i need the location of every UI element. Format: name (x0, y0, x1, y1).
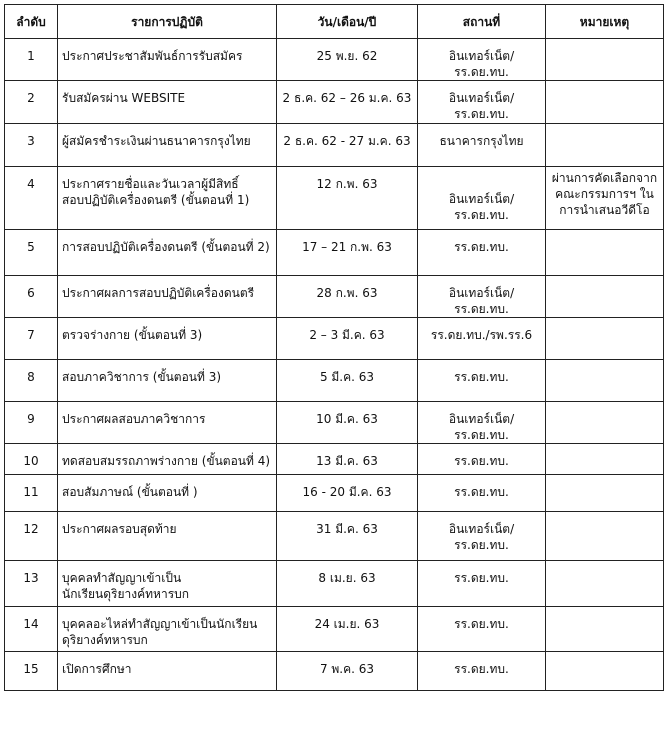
cell-note (546, 444, 664, 475)
cell-note (546, 475, 664, 512)
cell-task: ประกาศประชาสัมพันธ์การรับสมัคร (58, 39, 277, 81)
cell-place: อินเทอร์เน็ต/รร.ดย.ทบ. (418, 276, 546, 318)
cell-date: 31 มี.ค. 63 (277, 512, 418, 561)
table-row (5, 230, 664, 276)
cell-note: ผ่านการคัดเลือกจาก คณะกรรมการฯ ใน การนำเสนอวีดีโอ (546, 167, 664, 230)
table-row (5, 276, 664, 318)
table-row (5, 512, 664, 561)
cell-task: เปิดการศึกษา (58, 652, 277, 691)
header-place: สถานที่ (418, 5, 546, 39)
cell-place: อินเทอร์เน็ต/รร.ดย.ทบ. (418, 81, 546, 124)
cell-place: อินเทอร์เน็ต/รร.ดย.ทบ. (418, 39, 546, 81)
cell-no: 6 (5, 276, 58, 318)
cell-date: 17 – 21 ก.พ. 63 (277, 230, 418, 276)
cell-note (546, 230, 664, 276)
header-date: วัน/เดือน/ปี (277, 5, 418, 39)
table-row (5, 318, 664, 360)
cell-date: 16 - 20 มี.ค. 63 (277, 475, 418, 512)
cell-task: ประกาศผลสอบภาควิชาการ (58, 402, 277, 444)
cell-task: ประกาศรายชื่อและวันเวลาผู้มีสิทธิ์ สอบปฏิบัติเครื่องดนตรี (ขั้นตอนที่ 1) (58, 167, 277, 230)
cell-task: บุคคลอะไหล่ทำสัญญาเข้าเป็นนักเรียน ดุริยางค์ทหารบก (58, 607, 277, 652)
cell-date: 10 มี.ค. 63 (277, 402, 418, 444)
cell-task: ผู้สมัครชำระเงินผ่านธนาคารกรุงไทย (58, 124, 277, 167)
table-header-row (5, 5, 664, 39)
cell-place: รร.ดย.ทบ./รพ.รร.6 (418, 318, 546, 360)
cell-note (546, 81, 664, 124)
cell-note (546, 360, 664, 402)
cell-task: บุคคลทำสัญญาเข้าเป็น นักเรียนดุริยางค์ทหารบก (58, 561, 277, 607)
table-row (5, 607, 664, 652)
cell-place: ธนาคารกรุงไทย (418, 124, 546, 167)
cell-place: รร.ดย.ทบ. (418, 475, 546, 512)
cell-no: 5 (5, 230, 58, 276)
table-row (5, 475, 664, 512)
cell-place: รร.ดย.ทบ. (418, 444, 546, 475)
cell-place: รร.ดย.ทบ. (418, 360, 546, 402)
cell-date: 12 ก.พ. 63 (277, 167, 418, 230)
cell-no: 13 (5, 561, 58, 607)
cell-place: อินเทอร์เน็ต/รร.ดย.ทบ. (418, 167, 546, 230)
cell-no: 10 (5, 444, 58, 475)
cell-task: สอบภาควิชาการ (ขั้นตอนที่ 3) (58, 360, 277, 402)
cell-task: ตรวจร่างกาย (ขั้นตอนที่ 3) (58, 318, 277, 360)
table-row (5, 561, 664, 607)
table-row (5, 39, 664, 81)
header-task: รายการปฏิบัติ (58, 5, 277, 39)
cell-no: 2 (5, 81, 58, 124)
cell-note (546, 561, 664, 607)
table-row (5, 402, 664, 444)
cell-task: ทดสอบสมรรถภาพร่างกาย (ขั้นตอนที่ 4) (58, 444, 277, 475)
cell-task: รับสมัครผ่าน WEBSITE (58, 81, 277, 124)
cell-place: อินเทอร์เน็ต/รร.ดย.ทบ. (418, 512, 546, 561)
cell-no: 11 (5, 475, 58, 512)
cell-no: 9 (5, 402, 58, 444)
table-row (5, 444, 664, 475)
cell-no: 3 (5, 124, 58, 167)
cell-date: 2 ธ.ค. 62 - 27 ม.ค. 63 (277, 124, 418, 167)
cell-task: ประกาศผลรอบสุดท้าย (58, 512, 277, 561)
cell-task: การสอบปฏิบัติเครื่องดนตรี (ขั้นตอนที่ 2) (58, 230, 277, 276)
cell-no: 1 (5, 39, 58, 81)
cell-no: 14 (5, 607, 58, 652)
cell-date: 5 มี.ค. 63 (277, 360, 418, 402)
cell-note (546, 276, 664, 318)
cell-task: สอบสัมภาษณ์ (ขั้นตอนที่ ) (58, 475, 277, 512)
cell-date: 2 – 3 มี.ค. 63 (277, 318, 418, 360)
cell-no: 4 (5, 167, 58, 230)
cell-note (546, 512, 664, 561)
cell-date: 8 เม.ย. 63 (277, 561, 418, 607)
table-row (5, 124, 664, 167)
cell-date: 25 พ.ย. 62 (277, 39, 418, 81)
cell-no: 7 (5, 318, 58, 360)
table-row (5, 81, 664, 124)
cell-place: รร.ดย.ทบ. (418, 652, 546, 691)
table-row (5, 360, 664, 402)
header-note: หมายเหตุ (546, 5, 664, 39)
cell-place: รร.ดย.ทบ. (418, 230, 546, 276)
cell-date: 2 ธ.ค. 62 – 26 ม.ค. 63 (277, 81, 418, 124)
header-no: ลำดับ (5, 5, 58, 39)
cell-no: 8 (5, 360, 58, 402)
cell-note (546, 652, 664, 691)
cell-place: อินเทอร์เน็ต/รร.ดย.ทบ. (418, 402, 546, 444)
schedule-table (4, 4, 664, 691)
cell-note (546, 402, 664, 444)
cell-place: รร.ดย.ทบ. (418, 561, 546, 607)
cell-note (546, 39, 664, 81)
cell-no: 15 (5, 652, 58, 691)
table-row (5, 652, 664, 691)
cell-task: ประกาศผลการสอบปฏิบัติเครื่องดนตรี (58, 276, 277, 318)
cell-note (546, 607, 664, 652)
cell-date: 24 เม.ย. 63 (277, 607, 418, 652)
cell-date: 13 มี.ค. 63 (277, 444, 418, 475)
cell-date: 7 พ.ค. 63 (277, 652, 418, 691)
cell-date: 28 ก.พ. 63 (277, 276, 418, 318)
cell-note (546, 318, 664, 360)
cell-place: รร.ดย.ทบ. (418, 607, 546, 652)
cell-no: 12 (5, 512, 58, 561)
table-row (5, 167, 664, 230)
cell-note (546, 124, 664, 167)
